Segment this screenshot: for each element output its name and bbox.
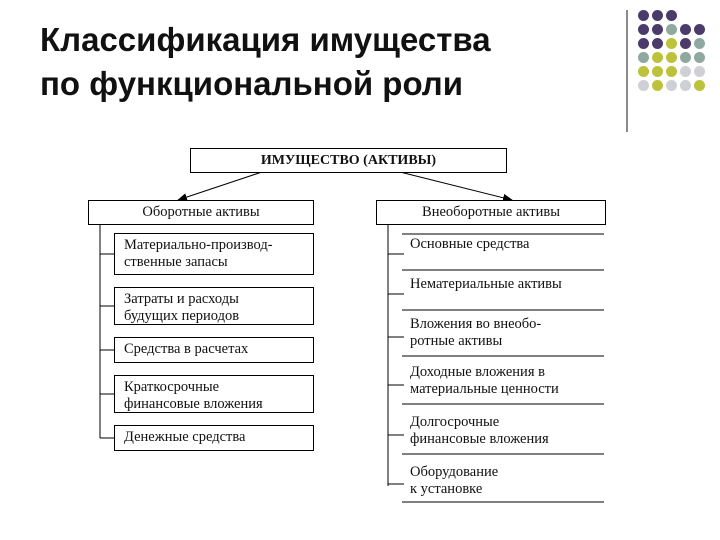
current-asset-item xyxy=(114,425,314,451)
item-label-line: ротные активы xyxy=(410,333,503,349)
item-label-line: Основные средства xyxy=(410,236,530,252)
noncurrent-asset-item xyxy=(410,414,606,448)
item-label-line: к установке xyxy=(410,481,483,497)
title-line-1: Классификация имущества xyxy=(40,21,491,58)
item-label-line: Нематериальные активы xyxy=(410,276,562,292)
item-label-line: финансовые вложения xyxy=(124,396,263,412)
item-label-line: Долгосрочные xyxy=(410,414,500,430)
root-node-label: ИМУЩЕСТВО (АКТИВЫ) xyxy=(260,153,437,168)
noncurrent-asset-item xyxy=(410,236,606,253)
noncurrent-asset-item xyxy=(410,316,606,350)
node-current-assets xyxy=(88,200,314,225)
current-asset-item xyxy=(114,337,314,363)
item-label-line: будущих периодов xyxy=(124,308,240,324)
noncurrent-asset-item xyxy=(410,464,606,498)
item-label-line: Доходные вложения в xyxy=(410,364,545,380)
current-asset-item xyxy=(114,375,314,413)
item-label-line: Средства в расчетах xyxy=(124,341,249,357)
item-label-line: финансовые вложения xyxy=(410,431,549,447)
node-noncurrent-assets xyxy=(376,200,606,225)
arrow-to-noncurrent-assets xyxy=(400,172,512,200)
noncurrent-asset-item xyxy=(410,276,606,293)
current-asset-item xyxy=(114,233,314,275)
item-label-line: ственные запасы xyxy=(124,254,228,270)
noncurrent-asset-item xyxy=(410,364,606,398)
arrow-to-current-assets xyxy=(178,172,262,200)
current-assets-label: Оборотные активы xyxy=(142,204,260,220)
item-label-line: Оборудование xyxy=(410,464,499,480)
title-line-2: по функциональной роли xyxy=(40,65,464,102)
item-label-line: Материально-производ- xyxy=(124,237,273,253)
item-label-line: Затраты и расходы xyxy=(124,291,239,307)
item-label-line: Вложения во внеобо- xyxy=(410,316,542,332)
root-node-assets xyxy=(190,148,507,173)
noncurrent-assets-label: Внеоборотные активы xyxy=(422,204,560,220)
current-asset-item xyxy=(114,287,314,325)
item-label-line: Денежные средства xyxy=(124,429,246,445)
item-label-line: Краткосрочные xyxy=(124,379,220,395)
item-label-line: материальные ценности xyxy=(410,381,559,397)
